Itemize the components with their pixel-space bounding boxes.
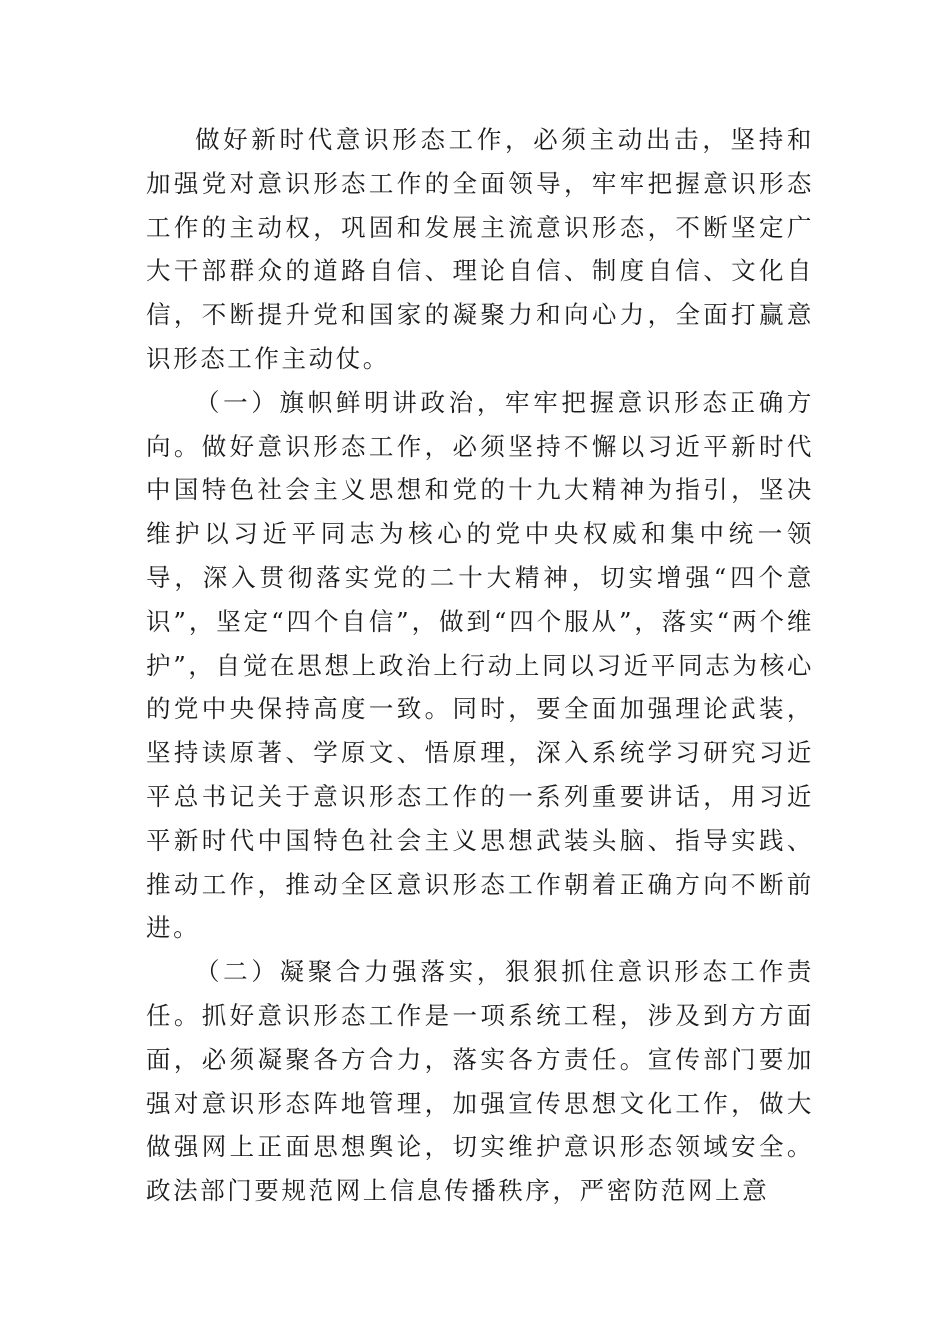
paragraph-section-one: （一）旗帜鲜明讲政治，牢牢把握意识形态正确方向。做好意识形态工作，必须坚持不懈以习近平新时代中国特色社会主义思想和党的十九大精神为指引，坚决维护以习近平同志为核心的党中央权威和集中统一领导，深入贯彻落实党的二十大精神，切实增强“四个意识”，坚定“四个自信”，做到“四个服从”，落实“两个维护”，自觉在思想上政治上行动上同以习近平同志为核心的党中央保持高度一致。同时，要全面加强理论武装，坚持读原著、学原文、悟原理，深入系统学习研究习近平总书记关于意识形态工作的一系列重要讲话，用习近平新时代中国特色社会主义思想武装头脑、指导实践、推动工作，推动全区意识形态工作朝着正确方向不断前进。 bbox=[146, 387, 814, 943]
paragraph-section-two: （二）凝聚合力强落实，狠狠抓住意识形态工作责任。抓好意识形态工作是一项系统工程，涉及到方方面面，必须凝聚各方合力，落实各方责任。宣传部门要加强对意识形态阵地管理，加强宣传思想文化工作，做大做强网上正面思想舆论，切实维护意识形态领域安全。政法部门要规范网上信息传播秩序，严密防范网上意 bbox=[146, 957, 814, 1206]
paragraph-intro: 做好新时代意识形态工作，必须主动出击，坚持和加强党对意识形态工作的全面领导，牢牢把握意识形态工作的主动权，巩固和发展主流意识形态，不断坚定广大干部群众的道路自信、理论自信、制度自信、文化自信，不断提升党和国家的凝聚力和向心力，全面打赢意识形态工作主动仗。 bbox=[146, 125, 814, 373]
document-body bbox=[146, 118, 814, 1213]
